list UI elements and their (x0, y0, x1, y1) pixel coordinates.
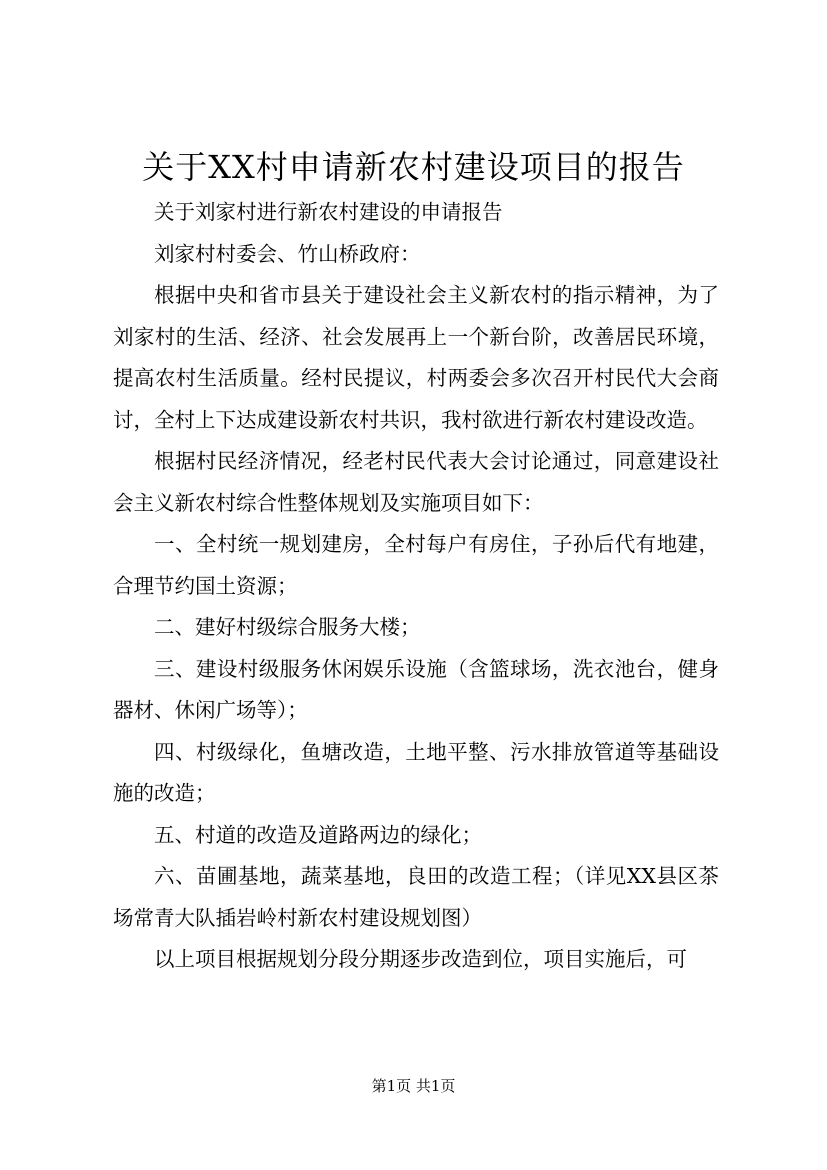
paragraph-addressee: 刘家村村委会、竹山桥政府： (154, 241, 421, 266)
paragraph-item-6: 六、苗圃基地，蔬菜基地，良田的改造工程；（详见XX县区茶场常青大队插岩岭村新农村建设规划图） (113, 864, 719, 930)
paragraph-agreement: 根据村民经济情况，经老村民代表大会讨论通过，同意建设社会主义新农村综合性整体规划及实施项目如下： (113, 449, 719, 515)
paragraph-item-1: 一、全村统一规划建房，全村每户有房住，子孙后代有地建，合理节约国土资源； (113, 532, 719, 598)
paragraph-subject: 关于刘家村进行新农村建设的申请报告 (154, 200, 503, 224)
paragraph-closing: 以上项目根据规划分段分期逐步改造到位，项目实施后，可 (154, 947, 687, 971)
paragraph-item-3: 三、建设村级服务休闲娱乐设施（含篮球场，洗衣池台，健身器材、休闲广场等）； (113, 656, 719, 722)
paragraph-item-2: 二、建好村级综合服务大楼； (154, 615, 421, 639)
paragraph-intro: 根据中央和省市县关于建设社会主义新农村的指示精神，为了刘家村的生活、经济、社会发展再上一个新台阶，改善居民环境，提高农村生活质量。经村民提议，村两委会多次召开村民代大会商讨，全村上下达成建设新农村共识，我村欲进行新农村建设改造。 (113, 283, 719, 432)
paragraph-item-5: 五、村道的改造及道路两边的绿化； (154, 822, 482, 847)
paragraph-item-4: 四、村级绿化，鱼塘改造，土地平整、污水排放管道等基础设施的改造； (113, 739, 719, 805)
page-number-footer: 第1页 共1页 (371, 1077, 456, 1095)
document-title: 关于XX村申请新农村建设项目的报告 (142, 148, 685, 186)
document-body (113, 192, 719, 981)
